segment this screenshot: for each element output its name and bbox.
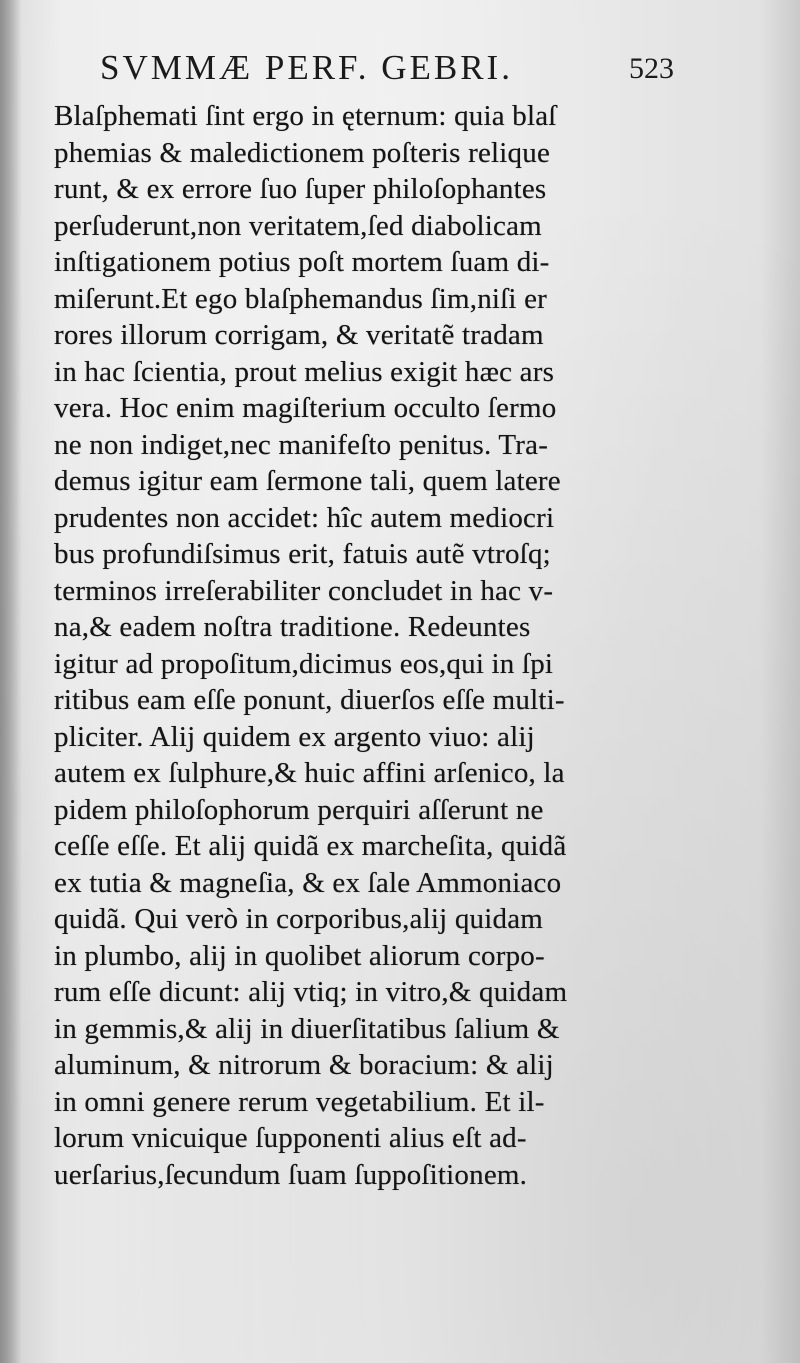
page-gutter-shadow <box>0 0 22 1363</box>
text-line: rores illorum corrigam, & veritatẽ tradam <box>54 319 544 351</box>
text-line: inſtigationem potius poſt mortem ſuam di- <box>54 246 550 278</box>
text-line: in omni genere rerum vegetabilium. Et il- <box>54 1085 545 1118</box>
text-line: pidem philoſophorum perquiri aſſerunt ne <box>54 793 544 826</box>
running-head <box>100 48 680 96</box>
text-line: aluminum, & nitrorum & boracium: & alij <box>54 1049 554 1081</box>
page-number: 523 <box>629 52 674 85</box>
text-line: in hac ſcientia, prout melius exigit hæc ars <box>54 355 555 388</box>
body-text <box>54 98 684 1193</box>
running-title: SVMMÆ PERF. GEBRI. <box>100 48 513 87</box>
text-line: demus igitur eam ſermone tali, quem latere <box>54 465 561 497</box>
text-line: phemias & maledictionem poſteris relique <box>54 136 551 169</box>
text-line: ritibus eam eſſe ponunt, diuerſos eſſe multi- <box>54 684 565 716</box>
text-line: vera. Hoc enim magiſterium occulto ſermo <box>54 392 557 424</box>
text-line: autem ex ſulphure,& huic affini arſenico, la <box>54 757 565 789</box>
text-line: runt, & ex errore ſuo ſuper philoſophantes <box>54 173 547 205</box>
text-line: in plumbo, alij in quolibet aliorum corpo- <box>54 939 545 972</box>
text-line: rum eſſe dicunt: alij vtiq; in vitro,& quidam <box>54 976 568 1008</box>
text-line: miſerunt.Et ego blaſphemandus ſim,niſi er <box>54 282 548 315</box>
text-line: igitur ad propoſitum,dicimus eos,qui in ſpi <box>54 647 554 680</box>
text-line: in gemmis,& alij in diuerſitatibus ſalium & <box>54 1012 560 1045</box>
text-line: ceſſe eſſe. Et alij quidã ex marcheſita, quidã <box>54 830 567 862</box>
text-line: bus profundiſsimus erit, fatuis autẽ vtroſq; <box>54 538 551 570</box>
text-line: perſuderunt,non veritatem,ſed diabolicam <box>54 209 542 242</box>
text-line: uerſarius,ſecundum ſuam ſuppoſitionem. <box>54 1158 528 1191</box>
text-line: Blaſphemati ſint ergo in ęternum: quia blaſ <box>54 100 557 132</box>
text-line: lorum vnicuique ſupponenti alius eſt ad- <box>54 1122 527 1154</box>
text-line: ne non indiget,nec manifeſto penitus. Tra- <box>54 428 549 461</box>
text-line: na,& eadem noſtra traditione. Redeuntes <box>54 611 531 643</box>
text-line: quidã. Qui verò in corporibus,alij quidam <box>54 903 544 935</box>
text-line: pliciter. Alij quidem ex argento viuo: alij <box>54 720 535 753</box>
text-line: prudentes non accidet: hîc autem mediocri <box>54 501 555 534</box>
text-line: ex tutia & magneſia, & ex ſale Ammoniaco <box>54 866 562 899</box>
text-line: terminos irreſerabiliter concludet in hac v- <box>54 574 554 607</box>
